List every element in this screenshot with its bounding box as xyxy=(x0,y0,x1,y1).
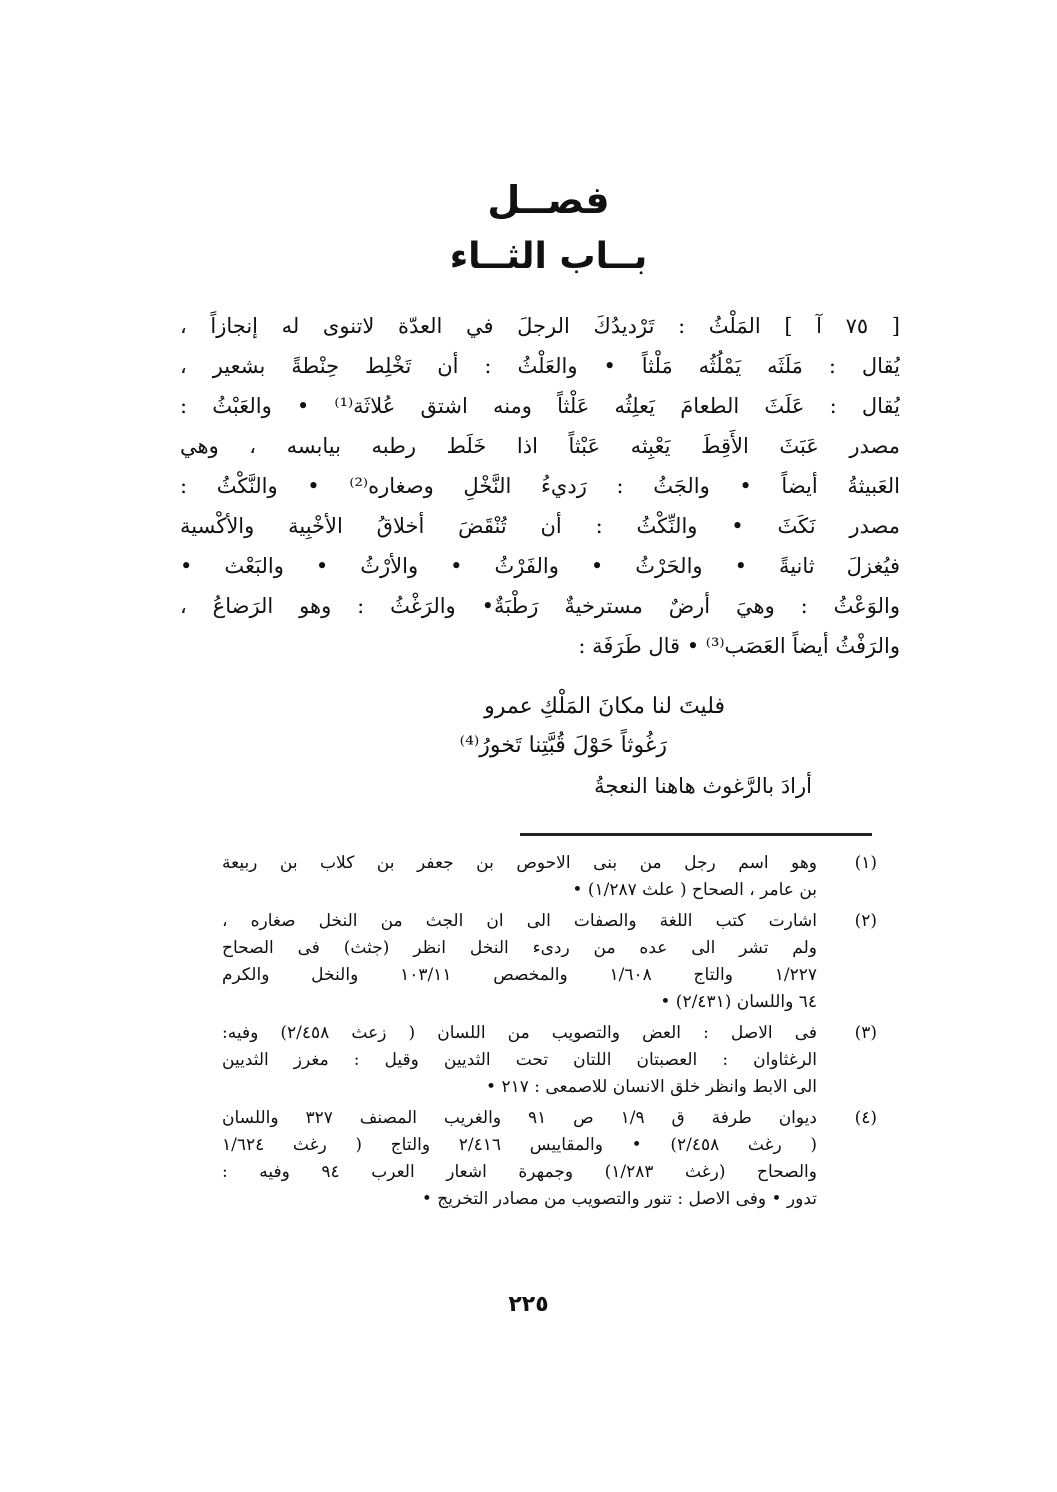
footnote-number: (٣) xyxy=(854,1023,877,1043)
footnote-line: ولم تشر الى عده من ردىء النخل انظر (جثث) فى الصحاح xyxy=(222,938,817,958)
body-line: يُقال : مَلَثَه يَمْلُثُه مَلْثاً • والعَلْثُ : أن تَخْلِط حِنْطةً بشعير ، xyxy=(180,354,900,378)
footnote-line: الرغثاوان : العصبتان اللتان تحت الثديين وقيل : مغرز الثديين xyxy=(222,1050,817,1070)
body-line: مصدر عَبَثَ الأَقِطَ يَعْبِثه عَبْثاً اذا خَلَط رطبه بيابسه ، وهي xyxy=(180,434,900,458)
footnote-line: بن عامر ، الصحاح ( علث ١/٢٨٧) • xyxy=(572,880,817,900)
footnote-line: ٦٤ واللسان (٢/٤٣١) • xyxy=(660,992,817,1012)
footnote xyxy=(222,850,877,904)
body-line: فيُغزلَ ثانيةً • والحَرْثُ • والفَرْثُ • والأرْثُ • والبَعْث • xyxy=(180,554,900,578)
page-number: ٢٢٥ xyxy=(508,1292,549,1317)
footnote-divider xyxy=(520,833,872,836)
body-line: يُقال : عَلَثَ الطعامَ يَعلِثُه عَلْثاً ومنه اشتق عُلاثَة⁽¹⁾ • والعَبْثُ : xyxy=(180,394,900,418)
footnote-line: وهو اسم رجل من بنى الاحوص بن جعفر بن كلاب بن ربيعة xyxy=(222,853,817,873)
footnote-line: اشارت كتب اللغة والصفات الى ان الجث من النخل صغاره ، xyxy=(222,911,817,931)
footnote xyxy=(222,1020,877,1101)
footnote-line: ديوان طرفة ق ١/٩ ص ٩١ والغريب المصنف ٣٢٧ واللسان xyxy=(222,1108,817,1128)
footnote-line: والصحاح (رغث ١/٢٨٣) وجمهرة اشعار العرب ٩٤ وفيه : xyxy=(222,1162,817,1182)
footnote xyxy=(222,1105,877,1213)
footnote-line: ١/٢٢٧ والتاج ١/٦٠٨ والمخصص ١٠٣/١١ والنخل والكرم xyxy=(222,965,817,985)
footnote-line: فى الاصل : العض والتصويب من اللسان ( زعث ٢/٤٥٨) وفيه: xyxy=(222,1023,817,1043)
closing-line: أرادَ بالرَّغوث هاهنا النعجةُ xyxy=(594,774,812,798)
main-text xyxy=(180,306,900,666)
footnote-line: تدور • وفى الاصل : تنور والتصويب من مصادر التخريج • xyxy=(421,1189,817,1209)
verse-second-hemistich: رَغُوثاً حَوْلَ قُبَّتِنا تَخورُ⁽⁴⁾ xyxy=(459,733,667,758)
footnote-number: (٢) xyxy=(854,911,877,931)
footnotes xyxy=(222,850,877,1217)
body-line: [ ٧٥ آ ] المَلْثُ : تَرْديدُكَ الرجلَ في العدّة لاتنوى له إنجازاً ، xyxy=(180,314,900,338)
body-line: العَبيثةُ أيضاً • والجَثُ : رَديءُ النَّخْلِ وصغاره⁽²⁾ • والنَّكْثُ : xyxy=(180,474,900,498)
footnote xyxy=(222,908,877,1016)
footnote-line: ( رغث ٢/٤٥٨) • والمقاييس ٢/٤١٦ والتاج ( رغث ١/٦٢٤ xyxy=(222,1135,817,1155)
footnote-line: الى الابط وانظر خلق الانسان للاصمعى : ٢١٧ • xyxy=(486,1077,817,1097)
body-line: والوَعْثُ : وهيَ أرضٌ مسترخيةٌ رَطْبَةٌ• والرَغْثُ : وهو الرَضاعُ ، xyxy=(180,594,900,618)
body-line: والرَفْثُ أيضاً العَصَب⁽³⁾ • قال طَرَفَة : xyxy=(578,634,900,658)
verse-first-hemistich: فليتَ لنا مكانَ المَلْكِ عمرو xyxy=(484,694,725,719)
section-heading: بــاب الثــاء xyxy=(449,236,648,277)
body-line: مصدر نَكَثَ • والنِّكْثُ : أن تُنْقَضَ أخلاقُ الأخْبِية والأكْسية xyxy=(180,514,900,538)
footnote-number: (١) xyxy=(854,853,877,873)
chapter-heading: فصــل xyxy=(487,178,610,222)
footnote-number: (٤) xyxy=(854,1108,877,1128)
